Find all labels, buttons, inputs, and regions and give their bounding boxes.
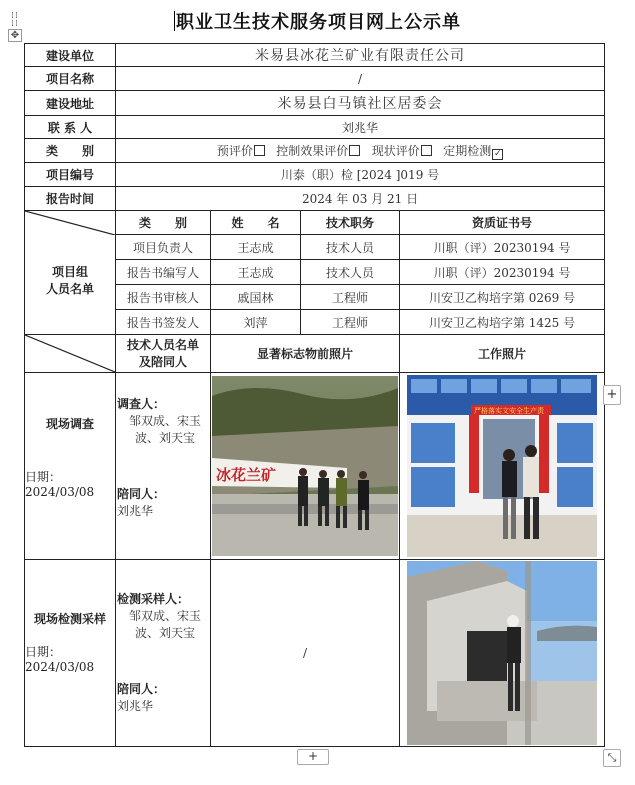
photos-header-corner bbox=[25, 335, 116, 373]
member-role[interactable]: 报告书编写人 bbox=[116, 260, 211, 285]
member-cert[interactable]: 川安卫乙构培字第 1425 号 bbox=[400, 310, 605, 335]
checkbox-pre-icon[interactable] bbox=[254, 145, 265, 156]
survey-landmark-photo-cell bbox=[211, 373, 400, 560]
members-group-text: 项目组 人员名单 bbox=[45, 264, 94, 296]
member-name[interactable]: 戚国林 bbox=[211, 285, 301, 310]
photos-header-landmark: 显著标志物前照片 bbox=[211, 335, 400, 373]
contact-label: 联 系 人 bbox=[25, 116, 116, 139]
sampler-label: 检测采样人： bbox=[117, 592, 190, 606]
project-name-label: 项目名称 bbox=[25, 67, 116, 91]
diagonal-line-bottom bbox=[25, 335, 115, 372]
survey-companion-name[interactable]: 刘兆华 bbox=[117, 504, 154, 518]
member-name[interactable]: 王志成 bbox=[211, 235, 301, 260]
row-survey bbox=[25, 373, 605, 560]
survey-work-photo-cell bbox=[400, 373, 605, 560]
project-number-label: 项目编号 bbox=[25, 163, 116, 187]
member-cert[interactable]: 川职（评）20230194 号 bbox=[400, 235, 605, 260]
row-project-name bbox=[25, 67, 605, 91]
member-cert[interactable]: 川安卫乙构培字第 0269 号 bbox=[400, 285, 605, 310]
sampling-label: 现场检测采样 bbox=[33, 612, 106, 626]
contact-value[interactable]: 刘兆华 bbox=[116, 116, 605, 139]
member-header-cert: 资质证书号 bbox=[400, 211, 605, 235]
row-sampling bbox=[25, 560, 605, 747]
member-title[interactable]: 工程师 bbox=[301, 310, 400, 335]
checkbox-periodic-checked-icon[interactable]: ✓ bbox=[493, 148, 502, 159]
row-report-time bbox=[25, 187, 605, 211]
report-time-label: 报告时间 bbox=[25, 187, 116, 211]
category-options bbox=[116, 139, 605, 163]
address-label: 建设地址 bbox=[25, 91, 116, 116]
resize-icon[interactable]: ⤡ bbox=[603, 749, 621, 767]
sampling-photo[interactable] bbox=[407, 561, 597, 745]
member-header-name: 姓 名 bbox=[211, 211, 301, 235]
member-role[interactable]: 报告书签发人 bbox=[116, 310, 211, 335]
member-name[interactable]: 王志成 bbox=[211, 260, 301, 285]
category-option-control[interactable]: 控制效果评价 bbox=[276, 144, 360, 158]
sign-text: 冰花兰矿 bbox=[216, 466, 277, 484]
member-title[interactable]: 工程师 bbox=[301, 285, 400, 310]
member-cert[interactable]: 川职（评）20230194 号 bbox=[400, 260, 605, 285]
survey-date-label: 日期： bbox=[25, 470, 62, 484]
row-project-number bbox=[25, 163, 605, 187]
row-category bbox=[25, 139, 605, 163]
photos-header-work: 工作照片 bbox=[400, 335, 605, 373]
publicity-table bbox=[24, 43, 605, 747]
survey-date: 2024/03/08 bbox=[25, 485, 95, 499]
sampling-landmark-photo-cell[interactable]: / bbox=[211, 560, 400, 747]
member-role[interactable]: 项目负责人 bbox=[116, 235, 211, 260]
member-header-title: 技术职务 bbox=[301, 211, 400, 235]
diagonal-line-top bbox=[25, 211, 115, 235]
row-contact bbox=[25, 116, 605, 139]
drag-dots-icon: ⁞⁞ ⁞⁞ bbox=[11, 11, 19, 29]
survey-label-cell bbox=[25, 373, 116, 560]
member-role[interactable]: 报告书审核人 bbox=[116, 285, 211, 310]
survey-staff-cell bbox=[116, 373, 211, 560]
checkbox-status-icon[interactable] bbox=[421, 145, 432, 156]
sampler-names[interactable]: 邹双成、宋玉波、刘天宝 bbox=[128, 609, 201, 640]
unit-value[interactable]: 米易县冰花兰矿业有限责任公司 bbox=[116, 44, 605, 67]
sampling-companion-name[interactable]: 刘兆华 bbox=[117, 699, 154, 713]
add-row-button[interactable]: + bbox=[297, 749, 329, 765]
survey-companion-label: 陪同人： bbox=[117, 487, 166, 501]
row-address bbox=[25, 91, 605, 116]
document-title[interactable] bbox=[0, 8, 635, 34]
category-option-pre[interactable]: 预评价 bbox=[217, 144, 265, 158]
row-unit bbox=[25, 44, 605, 67]
member-header-role: 类 别 bbox=[116, 211, 211, 235]
sampling-staff-cell bbox=[116, 560, 211, 747]
members-group-label bbox=[25, 211, 116, 335]
row-members-header bbox=[25, 211, 605, 235]
member-title[interactable]: 技术人员 bbox=[301, 260, 400, 285]
category-label: 类 别 bbox=[25, 139, 116, 163]
project-name-value[interactable]: / bbox=[116, 67, 605, 91]
landmark-photo[interactable] bbox=[212, 376, 398, 556]
row-photos-header bbox=[25, 335, 605, 373]
sampling-date: 2024/03/08 bbox=[25, 660, 95, 674]
sampling-companion-label: 陪同人： bbox=[117, 682, 166, 696]
document-title-text: 职业卫生技术服务项目网上公示单 bbox=[176, 12, 461, 33]
investigator-label: 调查人： bbox=[117, 397, 166, 411]
text-cursor bbox=[174, 11, 175, 31]
banner-text: 严格落实文安全生产责 bbox=[474, 407, 545, 415]
sampling-date-label: 日期： bbox=[25, 645, 62, 659]
category-option-periodic[interactable]: 定期检测 ✓ bbox=[443, 143, 502, 159]
photos-header-staff: 技术人员名单 及陪同人 bbox=[116, 335, 211, 373]
survey-label: 现场调查 bbox=[45, 417, 94, 431]
sampling-work-photo-cell bbox=[400, 560, 605, 747]
add-column-button[interactable]: + bbox=[603, 385, 621, 405]
checkbox-control-icon[interactable] bbox=[349, 145, 360, 156]
address-value[interactable]: 米易县白马镇社区居委会 bbox=[116, 91, 605, 116]
category-option-status[interactable]: 现状评价 bbox=[372, 144, 432, 158]
investigator-names[interactable]: 邹双成、宋玉波、刘天宝 bbox=[128, 414, 201, 445]
work-photo[interactable] bbox=[407, 375, 597, 557]
member-name[interactable]: 刘萍 bbox=[211, 310, 301, 335]
move-icon[interactable]: ✥ bbox=[8, 29, 22, 42]
member-title[interactable]: 技术人员 bbox=[301, 235, 400, 260]
unit-label: 建设单位 bbox=[25, 44, 116, 67]
project-number-value[interactable]: 川泰（职）检 [2024 ]019 号 bbox=[116, 163, 605, 187]
sampling-label-cell bbox=[25, 560, 116, 747]
report-time-value[interactable]: 2024 年 03 月 21 日 bbox=[116, 187, 605, 211]
